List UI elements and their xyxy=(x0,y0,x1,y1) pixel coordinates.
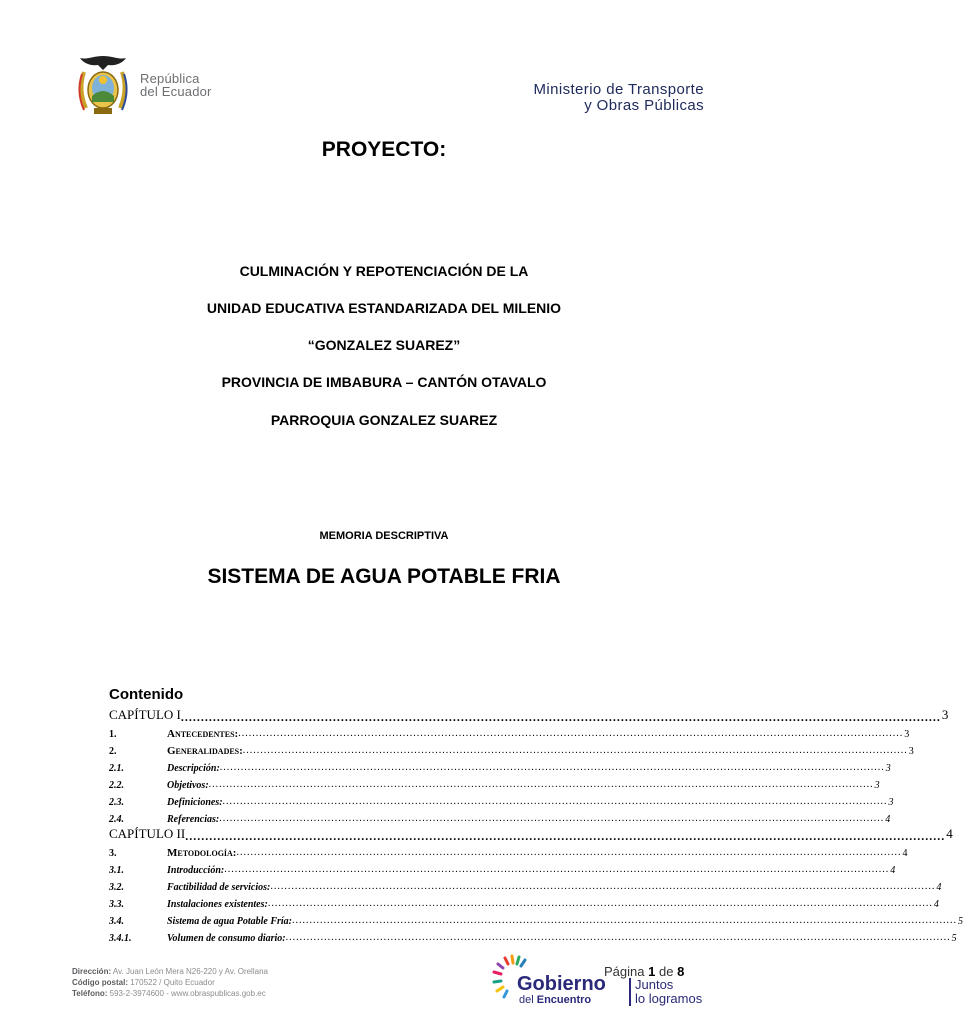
toc-entry-page: 3 xyxy=(904,729,910,740)
toc-entry-page: 3 xyxy=(874,780,880,791)
toc-entry-page: 5 xyxy=(958,916,963,927)
title-line-1: CULMINACIÓN Y REPOTENCIACIÓN DE LA xyxy=(239,263,529,279)
title-line-4: PROVINCIA DE IMBABURA – CANTÓN OTAVALO xyxy=(221,374,547,390)
toc-entry-number: 2. xyxy=(109,746,117,757)
toc-entry-page: 4 xyxy=(890,865,896,876)
toc-leader: .............................................................................................................................................................................................. xyxy=(185,829,946,843)
toc-entry-factibilidad[interactable] xyxy=(109,876,942,893)
toc-leader: .............................................................................................................................................................................................. xyxy=(238,728,904,739)
republic-line1: República xyxy=(140,71,200,86)
toc-entry-page: 3 xyxy=(885,763,891,774)
postal-value: 170522 / Quito Ecuador xyxy=(130,978,215,987)
toc-entry-page: 3 xyxy=(908,746,914,757)
footer-phone xyxy=(72,988,268,999)
toc-leader: .............................................................................................................................................................................................. xyxy=(222,796,888,807)
toc-leader: .............................................................................................................................................................................................. xyxy=(180,710,941,724)
ecuador-coat-of-arms-icon xyxy=(72,52,134,118)
footer-address xyxy=(72,966,268,977)
toc-entry-label: Metodología: xyxy=(167,847,237,859)
toc-entry-volumen[interactable] xyxy=(109,927,957,944)
toc-leader: .............................................................................................................................................................................................. xyxy=(267,898,933,909)
toc-entry-number: 2.3. xyxy=(109,797,124,808)
toc-entry-generalidades[interactable] xyxy=(109,740,914,757)
toc-entry-label: Definiciones: xyxy=(167,797,223,808)
toc-entry-label: CAPÍTULO II xyxy=(109,826,186,841)
del-word: del xyxy=(519,994,534,1006)
page-de: de xyxy=(658,964,674,979)
toc-entry-number: 3.4. xyxy=(109,916,124,927)
toc-entry-page: 4 xyxy=(885,814,891,825)
header-republic-logo xyxy=(72,52,212,118)
del-encuentro-wordmark xyxy=(519,994,591,1006)
toc-entry-referencias[interactable] xyxy=(109,808,891,825)
toc-leader: .............................................................................................................................................................................................. xyxy=(219,813,885,824)
toc-leader: .............................................................................................................................................................................................. xyxy=(270,881,936,892)
toc-entry-sistema-agua[interactable] xyxy=(109,910,963,927)
memoria-label: MEMORIA DESCRIPTIVA xyxy=(319,530,449,542)
gobierno-wordmark: Gobierno xyxy=(517,973,606,995)
toc-entry-descripcion[interactable] xyxy=(109,757,891,774)
footer-postal xyxy=(72,977,268,988)
toc-entry-page: 4 xyxy=(946,826,953,841)
toc-leader: .............................................................................................................................................................................................. xyxy=(236,847,902,858)
toc-entry-label: Volumen de consumo diario: xyxy=(167,933,286,944)
page-current: 1 xyxy=(648,964,656,979)
juntos-slogan xyxy=(629,978,702,1006)
proyecto-heading: PROYECTO: xyxy=(321,138,447,161)
toc-entry-definiciones[interactable] xyxy=(109,791,894,808)
encuentro-word: Encuentro xyxy=(536,994,592,1006)
toc-entry-number: 2.2. xyxy=(109,780,124,791)
juntos-line2: lo logramos xyxy=(635,991,703,1006)
toc-entry-label: Generalidades: xyxy=(167,745,243,757)
toc-title: Contenido xyxy=(109,686,184,703)
toc-entry-number: 2.4. xyxy=(109,814,124,825)
ministry-wordmark xyxy=(533,82,704,114)
toc-leader: .............................................................................................................................................................................................. xyxy=(292,915,957,926)
republic-line2: del Ecuador xyxy=(140,84,212,99)
toc-entry-metodologia[interactable] xyxy=(109,842,908,859)
toc-entry-page: 3 xyxy=(941,707,949,722)
toc-leader: .............................................................................................................................................................................................. xyxy=(224,864,890,875)
page-word: Página xyxy=(604,964,645,979)
phone-value[interactable]: 593-2-3974600 - www.obraspublicas.gob.ec xyxy=(109,989,266,998)
toc-entry-number: 3.4.1. xyxy=(109,933,132,944)
toc-entry-introduccion[interactable] xyxy=(109,859,896,876)
toc-leader: .............................................................................................................................................................................................. xyxy=(285,932,951,943)
toc-entry-instalaciones[interactable] xyxy=(109,893,939,910)
toc-entry-page: 4 xyxy=(902,848,908,859)
toc-leader: .............................................................................................................................................................................................. xyxy=(208,779,874,790)
toc-entry-page: 3 xyxy=(888,797,894,808)
toc-entry-objetivos[interactable] xyxy=(109,774,880,791)
address-value: Av. Juan León Mera N26-220 y Av. Orellana xyxy=(112,967,268,976)
toc-entry-label: Referencias: xyxy=(167,814,220,825)
toc-entry-number: 2.1. xyxy=(109,763,124,774)
toc-entry-label: CAPÍTULO I xyxy=(109,707,181,722)
toc-entry-number: 3.2. xyxy=(109,882,124,893)
toc-entry-label: Sistema de agua Potable Fría: xyxy=(167,916,292,927)
toc-entry-label: Antecedentes: xyxy=(167,728,239,740)
toc-entry-label: Objetivos: xyxy=(167,780,209,791)
title-line-3: “GONZALEZ SUAREZ” xyxy=(307,337,461,353)
toc-entry-capitulo-1[interactable] xyxy=(109,706,949,724)
juntos-line1: Juntos xyxy=(635,977,674,992)
toc-entry-page: 4 xyxy=(933,899,939,910)
toc-entry-label: Factibilidad de servicios: xyxy=(167,882,271,893)
ministry-line1: Ministerio de Transporte xyxy=(533,81,704,98)
republic-wordmark xyxy=(140,72,212,98)
page-total: 8 xyxy=(677,964,685,979)
footer-contact xyxy=(72,966,268,999)
toc-leader: .............................................................................................................................................................................................. xyxy=(242,745,908,756)
toc-entry-number: 3.3. xyxy=(109,899,124,910)
toc-entry-label: Introducción: xyxy=(167,865,225,876)
toc-entry-antecedentes[interactable] xyxy=(109,723,910,740)
title-line-2: UNIDAD EDUCATIVA ESTANDARIZADA DEL MILENIO xyxy=(206,300,562,316)
sistema-heading: SISTEMA DE AGUA POTABLE FRIA xyxy=(207,565,561,588)
title-line-5: PARROQUIA GONZALEZ SUAREZ xyxy=(270,412,498,428)
toc-entry-number: 3.1. xyxy=(109,865,124,876)
postal-label: Código postal: xyxy=(72,978,128,987)
toc-entry-label: Descripción: xyxy=(167,763,220,774)
toc-entry-page: 5 xyxy=(951,933,957,944)
toc-entry-capitulo-2[interactable] xyxy=(109,825,953,843)
table-of-contents xyxy=(109,706,963,944)
phone-label: Teléfono: xyxy=(72,989,108,998)
toc-entry-page: 4 xyxy=(936,882,942,893)
toc-entry-number: 3. xyxy=(109,848,117,859)
toc-entry-label: Instalaciones existentes: xyxy=(167,899,268,910)
toc-leader: .............................................................................................................................................................................................. xyxy=(219,762,885,773)
address-label: Dirección: xyxy=(72,967,112,976)
ministry-line2: y Obras Públicas xyxy=(584,97,704,114)
toc-entry-number: 1. xyxy=(109,729,117,740)
